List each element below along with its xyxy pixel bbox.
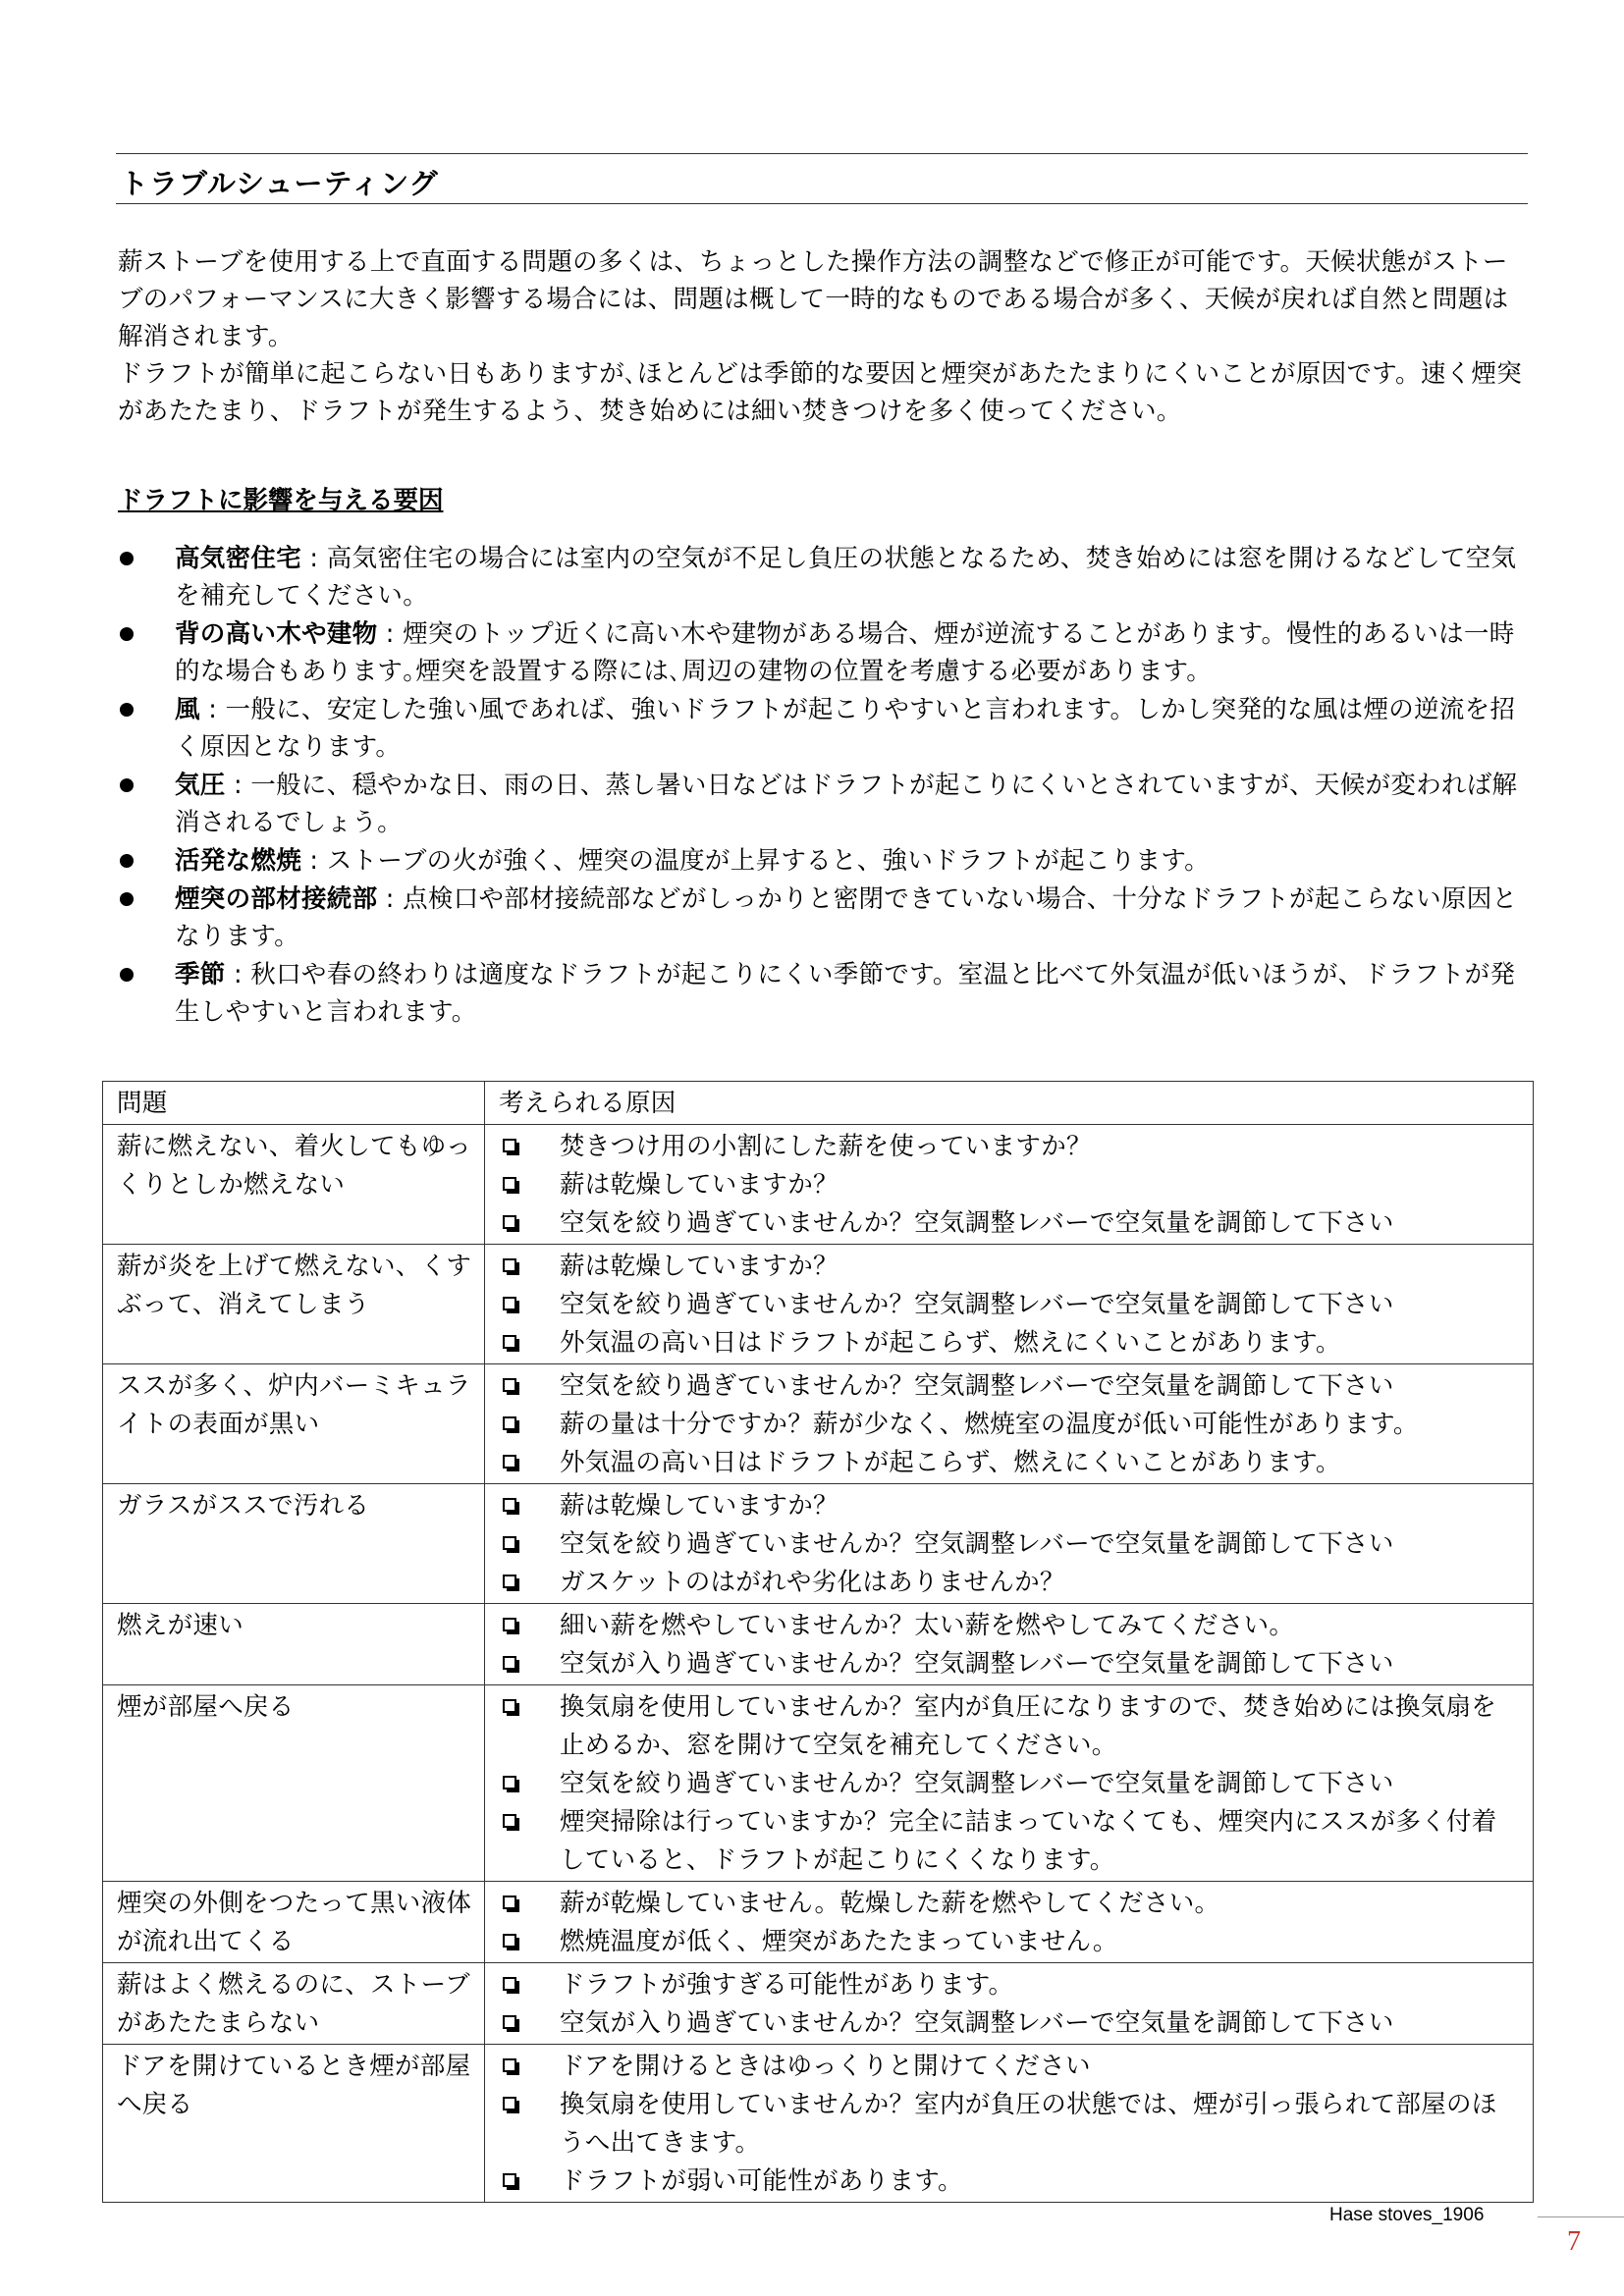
section-title-bar bbox=[116, 153, 1528, 204]
header-problem: 問題 bbox=[103, 1082, 485, 1125]
cause-item bbox=[499, 1444, 1521, 1482]
cause-item bbox=[499, 1406, 1521, 1444]
table-row bbox=[103, 2045, 1534, 2203]
causes-cell bbox=[485, 1963, 1534, 2045]
checkbox-icon bbox=[503, 1215, 516, 1229]
factor-text: : ストーブの火が強く、煙突の温度が上昇すると、強いドラフトが起こります。 bbox=[301, 846, 1210, 876]
troubleshooting-table bbox=[102, 1081, 1534, 2203]
table-header-row bbox=[103, 1082, 1534, 1125]
factor-label: 季節 bbox=[175, 960, 226, 989]
factor-text: : 煙突のトップ近くに高い木や建物がある場合、煙が逆流することがあります。慢性的あるいは一時的な場合もあります｡煙突を設置する際には､周辺の建物の位置を考慮する必要があります。 bbox=[175, 619, 1515, 686]
cause-text: 外気温の高い日はドラフトが起こらず、燃えにくいことがあります。 bbox=[560, 1448, 1341, 1477]
cause-text: 薪が乾燥していません。乾燥した薪を燃やしてください。 bbox=[560, 1889, 1220, 1918]
cause-text: 焚きつけ用の小割にした薪を使っていますか？ bbox=[560, 1132, 1092, 1161]
problem-cell: 薪に燃えない、着火してもゆっくりとしか燃えない bbox=[103, 1125, 485, 1245]
cause-list bbox=[499, 1885, 1521, 1961]
factor-item bbox=[118, 691, 1532, 766]
checkbox-icon bbox=[503, 1656, 516, 1670]
cause-item bbox=[499, 1966, 1521, 2004]
factor-label: 気圧 bbox=[175, 771, 226, 800]
checkbox-icon bbox=[503, 1455, 516, 1468]
factor-text: : 点検口や部材接続部などがしっかりと密閉できていない場合、十分なドラフトが起こらない原因となります。 bbox=[175, 884, 1518, 951]
cause-text: ドラフトが強すぎる可能性があります。 bbox=[560, 1970, 1014, 2000]
problem-cell: ガラスがススで汚れる bbox=[103, 1484, 485, 1604]
cause-text: ガスケットのはがれや劣化はありませんか？ bbox=[560, 1568, 1065, 1597]
cause-list bbox=[499, 1248, 1521, 1362]
causes-cell bbox=[485, 2045, 1534, 2203]
causes-cell bbox=[485, 1364, 1534, 1484]
checkbox-icon bbox=[503, 1536, 516, 1550]
cause-text: ドラフトが弱い可能性があります。 bbox=[560, 2166, 963, 2196]
checkbox-icon bbox=[503, 1498, 516, 1512]
factor-label: 高気密住宅 bbox=[175, 544, 302, 573]
factor-item bbox=[118, 842, 1532, 880]
bullet-icon bbox=[120, 552, 134, 565]
cause-text: 薪は乾燥していますか？ bbox=[560, 1252, 839, 1281]
intro-paragraph-2: ドラフトが簡単に起こらない日もありますが､ほとんどは季節的な要因と煙突があたたまりにくいことが原因です。速く煙突があたたまり、ドラフトが発生するよう、焚き始めには細い焚きつけを多く使ってください。 bbox=[118, 359, 1523, 426]
table-row bbox=[103, 1245, 1534, 1364]
cause-text: 細い薪を燃やしていませんか？太い薪を燃やしてみてください。 bbox=[560, 1611, 1295, 1640]
factor-text: : 秋口や春の終わりは適度なドラフトが起こりにくい季節です。室温と比べて外気温が低いほうが、ドラフトが発生しやすいと言われます。 bbox=[175, 960, 1516, 1027]
checkbox-icon bbox=[503, 2173, 516, 2187]
table-row bbox=[103, 1685, 1534, 1882]
factor-item bbox=[118, 881, 1532, 955]
checkbox-icon bbox=[503, 1776, 516, 1789]
cause-text: 薪は乾燥していますか？ bbox=[560, 1491, 839, 1521]
factor-label: 背の高い木や建物 bbox=[175, 619, 378, 649]
checkbox-icon bbox=[503, 1258, 516, 1272]
bullet-icon bbox=[120, 968, 134, 982]
checkbox-icon bbox=[503, 1618, 516, 1631]
checkbox-icon bbox=[503, 1575, 516, 1588]
causes-cell bbox=[485, 1484, 1534, 1604]
bullet-icon bbox=[120, 892, 134, 906]
problem-cell: ススが多く、炉内バーミキュライトの表面が黒い bbox=[103, 1364, 485, 1484]
cause-text: ドアを開けるときはゆっくりと開けてください bbox=[560, 2052, 1091, 2081]
cause-list bbox=[499, 1367, 1521, 1482]
cause-text: 空気を絞り過ぎていませんか？空気調整レバーで空気量を調節して下さい bbox=[560, 1208, 1394, 1238]
checkbox-icon bbox=[503, 1896, 516, 1909]
cause-item bbox=[499, 1885, 1521, 1923]
cause-item bbox=[499, 1248, 1521, 1286]
cause-list bbox=[499, 2048, 1521, 2201]
cause-item bbox=[499, 1688, 1521, 1765]
bullet-icon bbox=[120, 778, 134, 792]
problem-cell: 煙が部屋へ戻る bbox=[103, 1685, 485, 1882]
checkbox-icon bbox=[503, 1699, 516, 1713]
cause-item bbox=[499, 1367, 1521, 1406]
factor-item bbox=[118, 540, 1532, 614]
cause-item bbox=[499, 1204, 1521, 1243]
cause-list bbox=[499, 1607, 1521, 1683]
cause-text: 換気扇を使用していませんか？室内が負圧の状態では、煙が引っ張られて部屋のほうへ出てきます。 bbox=[560, 2090, 1497, 2158]
checkbox-icon bbox=[503, 1297, 516, 1310]
cause-text: 空気を絞り過ぎていませんか？空気調整レバーで空気量を調節して下さい bbox=[560, 1529, 1394, 1559]
problem-cell: 薪はよく燃えるのに、ストーブがあたたまらない bbox=[103, 1963, 485, 2045]
checkbox-icon bbox=[503, 1139, 516, 1152]
footer-divider bbox=[1538, 2216, 1624, 2217]
cause-item bbox=[499, 2004, 1521, 2043]
causes-cell bbox=[485, 1245, 1534, 1364]
cause-text: 空気を絞り過ぎていませんか？空気調整レバーで空気量を調節して下さい bbox=[560, 1769, 1394, 1798]
cause-list bbox=[499, 1487, 1521, 1602]
section-title: トラブルシューティング bbox=[120, 167, 439, 200]
factor-label: 煙突の部材接続部 bbox=[175, 884, 378, 914]
checkbox-icon bbox=[503, 1378, 516, 1392]
factor-item bbox=[118, 956, 1532, 1031]
checkbox-icon bbox=[503, 1335, 516, 1349]
cause-text: 燃焼温度が低く、煙突があたたまっていません。 bbox=[560, 1927, 1118, 1956]
table-row bbox=[103, 1364, 1534, 1484]
cause-item bbox=[499, 1286, 1521, 1324]
intro-paragraph-1: 薪ストーブを使用する上で直面する問題の多くは、ちょっとした操作方法の調整などで修正が可能です。天候状態がストーブのパフォーマンスに大きく影響する場合には、問題は概して一時的なものである場合が多く、天候が戻れば自然と問題は解消されます。 bbox=[118, 247, 1509, 351]
cause-text: 換気扇を使用していませんか？室内が負圧になりますので、焚き始めには換気扇を止めるか、窓を開けて空気を補充してください。 bbox=[560, 1692, 1497, 1760]
checkbox-icon bbox=[503, 1814, 516, 1828]
factor-item bbox=[118, 615, 1532, 690]
factor-label: 活発な燃焼 bbox=[175, 846, 302, 876]
causes-cell bbox=[485, 1882, 1534, 1963]
factor-text: : 高気密住宅の場合には室内の空気が不足し負圧の状態となるため、焚き始めには窓を開けるなどして空気を補充してください。 bbox=[175, 544, 1517, 611]
cause-item bbox=[499, 1803, 1521, 1880]
factor-item bbox=[118, 767, 1532, 841]
bullet-icon bbox=[120, 854, 134, 868]
cause-item bbox=[499, 2163, 1521, 2201]
table-row bbox=[103, 1604, 1534, 1685]
cause-item bbox=[499, 1564, 1521, 1602]
cause-text: 煙突掃除は行っていますか？完全に詰まっていなくても、煙突内にススが多く付着していると、ドラフトが起こりにくくなります。 bbox=[560, 1807, 1497, 1875]
cause-item bbox=[499, 2048, 1521, 2086]
factor-label: 風 bbox=[175, 695, 200, 724]
cause-text: 薪は乾燥していますか？ bbox=[560, 1170, 839, 1200]
bullet-icon bbox=[120, 627, 134, 641]
problem-cell: 薪が炎を上げて燃えない、くすぶって、消えてしまう bbox=[103, 1245, 485, 1364]
table-row bbox=[103, 1125, 1534, 1245]
cause-text: 空気が入り過ぎていませんか？空気調整レバーで空気量を調節して下さい bbox=[560, 2008, 1394, 2038]
checkbox-icon bbox=[503, 1977, 516, 1991]
cause-list bbox=[499, 1128, 1521, 1243]
cause-item bbox=[499, 1324, 1521, 1362]
cause-item bbox=[499, 1525, 1521, 1564]
header-causes: 考えられる原因 bbox=[485, 1082, 1534, 1125]
factors-heading: ドラフトに影響を与える要因 bbox=[118, 486, 444, 515]
table-row bbox=[103, 1882, 1534, 1963]
cause-item bbox=[499, 1765, 1521, 1803]
footer-label: Hase stoves_1906 bbox=[1329, 2205, 1485, 2225]
cause-item bbox=[499, 1487, 1521, 1525]
table-body bbox=[103, 1125, 1534, 2203]
cause-text: 空気が入り過ぎていませんか？空気調整レバーで空気量を調節して下さい bbox=[560, 1649, 1394, 1679]
cause-item bbox=[499, 1645, 1521, 1683]
causes-cell bbox=[485, 1604, 1534, 1685]
checkbox-icon bbox=[503, 2015, 516, 2029]
table-row bbox=[103, 1963, 1534, 2045]
cause-item bbox=[499, 1128, 1521, 1166]
factors-list bbox=[118, 540, 1532, 1032]
checkbox-icon bbox=[503, 2058, 516, 2072]
problem-cell: 燃えが速い bbox=[103, 1604, 485, 1685]
cause-item bbox=[499, 2086, 1521, 2163]
factor-text: : 一般に、安定した強い風であれば、強いドラフトが起こりやすいと言われます。しかし突発的な風は煙の逆流を招く原因となります。 bbox=[175, 695, 1516, 762]
intro-text bbox=[118, 243, 1532, 430]
factor-text: : 一般に、穏やかな日、雨の日、蒸し暑い日などはドラフトが起こりにくいとされていますが、天候が変われば解消されるでしょう。 bbox=[175, 771, 1518, 837]
cause-text: 薪の量は十分ですか？薪が少なく、燃焼室の温度が低い可能性があります。 bbox=[560, 1410, 1419, 1439]
problem-cell: 煙突の外側をつたって黒い液体が流れ出てくる bbox=[103, 1882, 485, 1963]
checkbox-icon bbox=[503, 2097, 516, 2110]
table-row bbox=[103, 1484, 1534, 1604]
checkbox-icon bbox=[503, 1934, 516, 1948]
cause-text: 空気を絞り過ぎていませんか？空気調整レバーで空気量を調節して下さい bbox=[560, 1371, 1394, 1401]
problem-cell: ドアを開けているとき煙が部屋へ戻る bbox=[103, 2045, 485, 2203]
cause-item bbox=[499, 1607, 1521, 1645]
checkbox-icon bbox=[503, 1416, 516, 1430]
causes-cell bbox=[485, 1125, 1534, 1245]
cause-text: 空気を絞り過ぎていませんか？空気調整レバーで空気量を調節して下さい bbox=[560, 1290, 1394, 1319]
page-number: 7 bbox=[1567, 2226, 1581, 2257]
causes-cell bbox=[485, 1685, 1534, 1882]
checkbox-icon bbox=[503, 1177, 516, 1191]
cause-list bbox=[499, 1966, 1521, 2043]
cause-text: 外気温の高い日はドラフトが起こらず、燃えにくいことがあります。 bbox=[560, 1328, 1341, 1358]
cause-list bbox=[499, 1688, 1521, 1880]
cause-item bbox=[499, 1166, 1521, 1204]
bullet-icon bbox=[120, 703, 134, 717]
cause-item bbox=[499, 1923, 1521, 1961]
